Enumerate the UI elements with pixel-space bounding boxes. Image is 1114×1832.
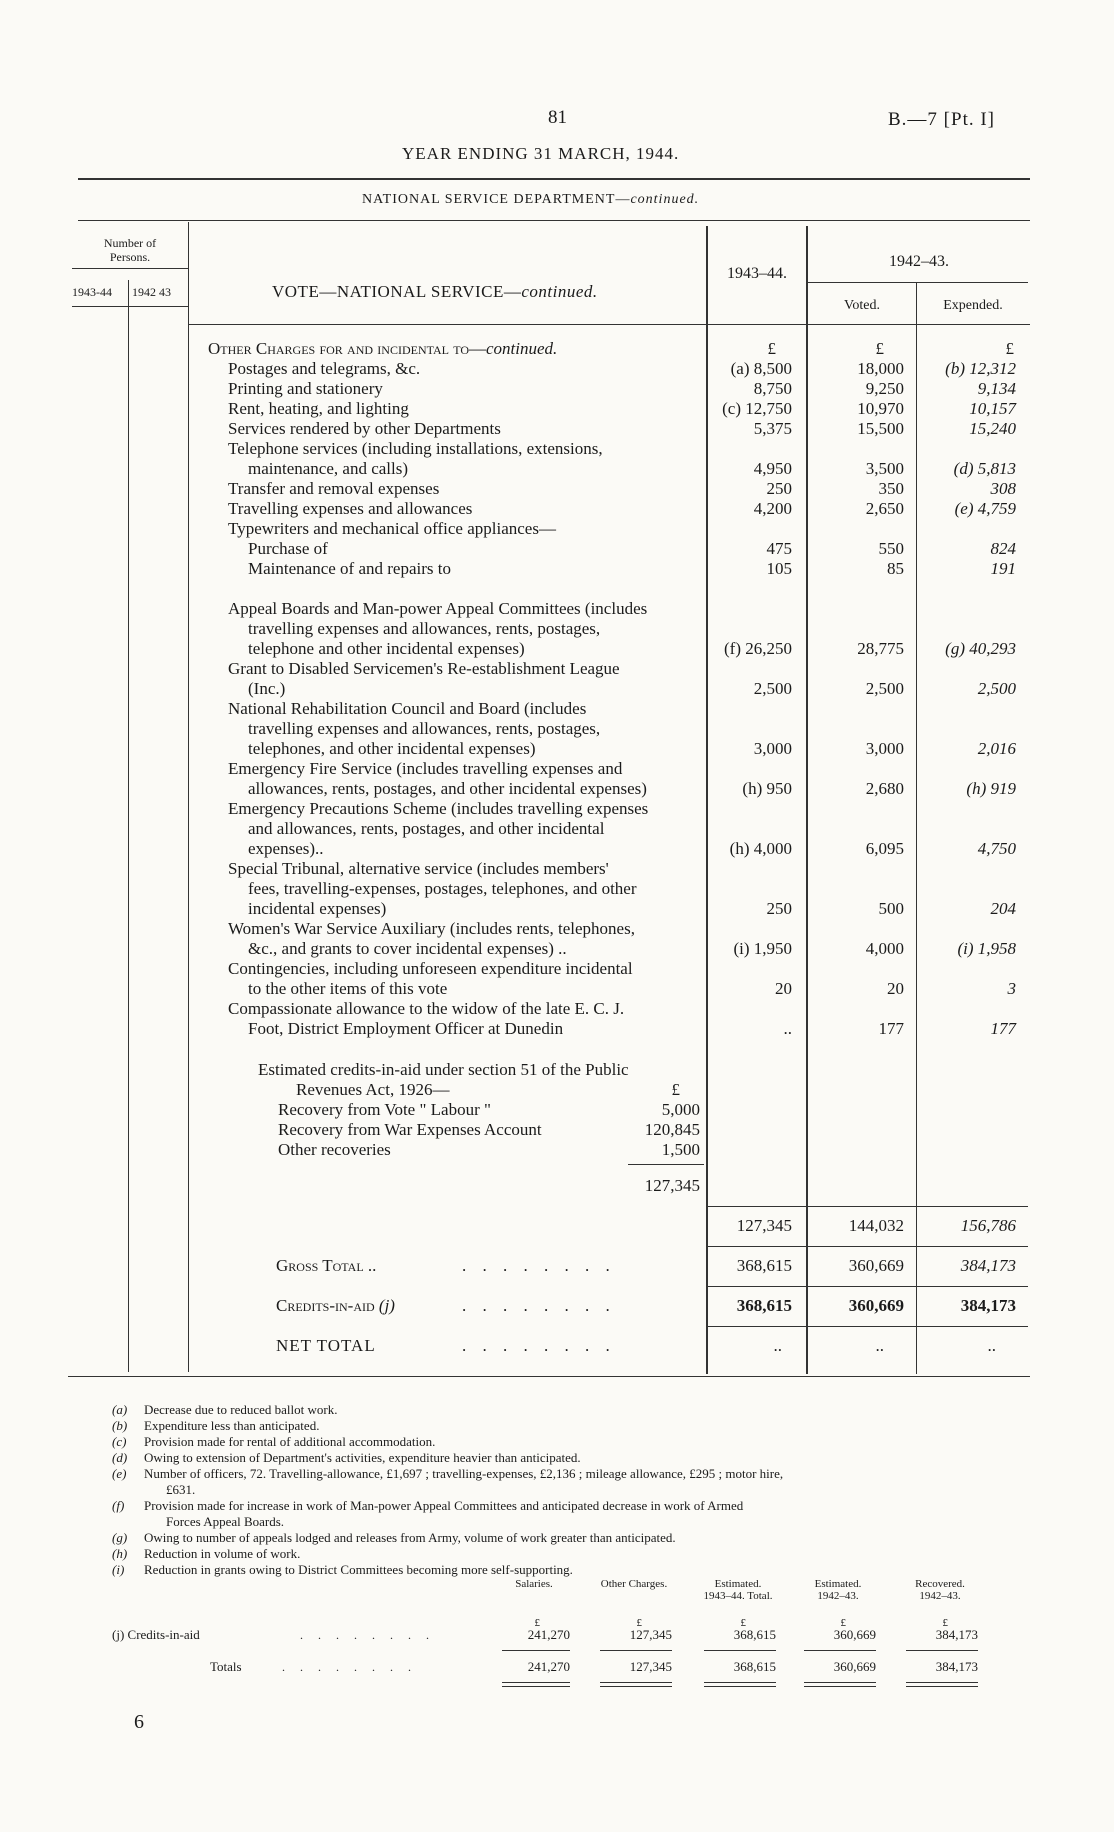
item-expended: (b) 12,312 [945,359,1016,378]
gross-total-est: 368,615 [736,1256,792,1275]
item-description: &c., and grants to cover incidental expenses) .. [248,939,567,958]
summary-value: 368,615 [733,1627,776,1642]
credits-in-aid-label: Credits-in-aid (j) [276,1296,395,1315]
item-expended: 15,240 [969,419,1016,438]
summary-row-credits-in-aid: (j) Credits-in-aid [112,1627,200,1642]
item-expended: 3 [1007,979,1016,998]
credit-item-amount: 5,000 [661,1100,700,1119]
other-charges-total-voted: 144,032 [848,1216,904,1235]
item-description: incidental expenses) [248,899,387,918]
summary-value: 384,173 [935,1627,978,1642]
footnote-text: Owing to number of appeals lodged and releases from Army, volume of work greater than anticipated. [144,1530,676,1545]
item-estimate: 3,000 [753,739,792,758]
item-description: Travelling expenses and allowances [228,499,473,518]
item-description: Rent, heating, and lighting [228,399,409,418]
summary-value: 241,270 [527,1659,570,1674]
item-expended: 308 [990,479,1016,498]
item-estimate: 250 [766,479,792,498]
item-description: Emergency Fire Service (includes travelling expenses and [228,759,623,778]
col-1942-43: 1942 43 [132,285,171,299]
credits-in-aid-exp: 384,173 [960,1296,1016,1315]
col-1943-44: 1943-44 [72,285,112,299]
footnote-text: Reduction in volume of work. [144,1546,301,1561]
item-expended: (g) 40,293 [945,639,1016,658]
currency-voted: £ [875,339,884,358]
footnote-key: (d) [112,1450,128,1465]
item-estimate: 8,750 [753,379,792,398]
summary-value: 360,669 [833,1627,876,1642]
item-estimate: (f) 26,250 [724,639,792,658]
item-expended: (e) 4,759 [954,499,1016,518]
item-description: Services rendered by other Departments [228,419,501,438]
footnote-text: Reduction in grants owing to District Committees becoming more self-supporting. [144,1562,573,1577]
item-estimate: .. [783,1019,792,1038]
item-voted: 550 [878,539,904,558]
item-voted: 20 [887,979,904,998]
item-description: Purchase of [248,539,328,558]
summary-leader-dots: . . . . . . . . [282,1660,417,1674]
item-expended: 9,134 [977,379,1016,398]
credit-item-amount: 1,500 [661,1140,700,1159]
item-estimate: 20 [775,979,792,998]
item-estimate: (h) 950 [742,779,792,798]
item-voted: 177 [878,1019,904,1038]
item-estimate: (a) 8,500 [730,359,792,378]
item-estimate: 475 [766,539,792,558]
credit-item-label: Recovery from War Expenses Account [278,1120,542,1139]
item-expended: (h) 919 [966,779,1016,798]
item-description: maintenance, and calls) [248,459,409,478]
item-voted: 15,500 [857,419,904,438]
summary-header: Estimated. 1942–43. [814,1578,862,1602]
footnote-key: (i) [112,1562,125,1577]
item-description: Women's War Service Auxiliary (includes rents, telephones, [228,919,635,938]
footnote-text: Owing to extension of Department's activities, expenditure heavier than anticipated. [144,1450,581,1465]
section-heading: Other Charges for and incidental to—continued. [208,339,558,358]
item-description: Postages and telegrams, &c. [228,359,421,378]
summary-value: 127,345 [629,1659,672,1674]
item-voted: 85 [887,559,904,578]
item-description: travelling expenses and allowances, rents, postages, [248,619,601,638]
item-voted: 500 [878,899,904,918]
gross-total-voted: 360,669 [848,1256,904,1275]
item-description: Maintenance of and repairs to [248,559,451,578]
footnote-text: Expenditure less than anticipated. [144,1418,320,1433]
net-total-voted: .. [875,1336,884,1355]
summary-row-totals: Totals [210,1659,242,1674]
expended-header: Expended. [943,298,1003,313]
item-expended: 177 [990,1019,1016,1038]
item-description: Grant to Disabled Servicemen's Re-establishment League [228,659,620,678]
summary-currency: £ [942,1617,948,1629]
credit-item-amount: 120,845 [644,1120,700,1139]
item-expended: 824 [990,539,1016,558]
item-voted: 4,000 [865,939,904,958]
item-voted: 2,650 [865,499,904,518]
item-expended: 10,157 [969,399,1016,418]
item-expended: 2,500 [977,679,1016,698]
item-voted: 28,775 [857,639,904,658]
net-total-est: .. [773,1336,782,1355]
page-number: 81 [548,107,567,128]
year-title: YEAR ENDING 31 MARCH, 1944. [402,144,680,163]
summary-currency: £ [840,1617,846,1629]
number-of-persons-header: Number of Persons. [103,236,157,264]
item-voted: 2,500 [865,679,904,698]
summary-value: 368,615 [733,1659,776,1674]
footnote-text: Forces Appeal Boards. [166,1514,285,1529]
credits-in-aid-voted: 360,669 [848,1296,904,1315]
credit-item-label: Recovery from Vote " Labour " [278,1100,491,1119]
item-estimate: 4,200 [753,499,792,518]
department-title: NATIONAL SERVICE DEPARTMENT—continued. [362,192,700,207]
footnote-text: Provision made for rental of additional accommodation. [144,1434,436,1449]
item-estimate: 250 [766,899,792,918]
item-description: (Inc.) [248,679,286,698]
report-reference: B.—7 [Pt. I] [888,109,995,130]
footnote-key: (a) [112,1402,128,1417]
summary-value: 127,345 [629,1627,672,1642]
footnote-text: Number of officers, 72. Travelling-allowance, £1,697 ; travelling-expenses, £2,136 ; mileage allowance, £295 ; motor hire, [144,1466,784,1481]
item-voted: 2,680 [865,779,904,798]
item-voted: 9,250 [865,379,904,398]
page-footer-number: 6 [134,1711,144,1733]
item-description: Special Tribunal, alternative service (includes members' [228,859,609,878]
footnote-key: (f) [112,1498,125,1513]
item-description: National Rehabilitation Council and Board (includes [228,699,587,718]
item-description: Foot, District Employment Officer at Dunedin [248,1019,564,1038]
footnote-key: (g) [112,1530,128,1545]
summary-value: 360,669 [833,1659,876,1674]
summary-leader-dots: . . . . . . . . [300,1628,435,1642]
item-description: Transfer and removal expenses [228,479,440,498]
item-voted: 10,970 [857,399,904,418]
item-expended: 4,750 [977,839,1016,858]
credits-title: Estimated credits-in-aid under section 51 of the Public [258,1060,629,1079]
item-description: Appeal Boards and Man-power Appeal Committees (includes [228,599,648,618]
item-expended: 204 [990,899,1016,918]
summary-header: Other Charges. [600,1578,668,1590]
item-voted: 6,095 [865,839,904,858]
item-description: Telephone services (including installations, extensions, [228,439,603,458]
year-1942-43-header: 1942–43. [889,253,949,270]
item-expended: (d) 5,813 [953,459,1016,478]
item-voted: 3,000 [865,739,904,758]
item-estimate: (i) 1,950 [733,939,792,958]
item-estimate: 5,375 [753,419,792,438]
gross-total-exp: 384,173 [960,1256,1016,1275]
item-estimate: 2,500 [753,679,792,698]
summary-currency: £ [534,1617,540,1629]
credits-currency: £ [671,1080,680,1099]
item-expended: (i) 1,958 [957,939,1016,958]
item-voted: 350 [878,479,904,498]
vote-title: VOTE—NATIONAL SERVICE—continued. [272,282,598,301]
credits-subtotal: 127,345 [644,1176,700,1195]
summary-value: 241,270 [527,1627,570,1642]
other-charges-total-est: 127,345 [736,1216,792,1235]
item-estimate: (h) 4,000 [729,839,792,858]
item-description: and allowances, rents, postages, and other incidental [248,819,605,838]
item-description: Emergency Precautions Scheme (includes travelling expenses [228,799,649,818]
footnote-text: Decrease due to reduced ballot work. [144,1402,338,1417]
item-description: allowances, rents, postages, and other incidental expenses) [248,779,647,798]
net-total-exp: .. [987,1336,996,1355]
currency-exp: £ [1005,339,1014,358]
currency-est: £ [767,339,776,358]
voted-header: Voted. [844,298,880,313]
summary-currency: £ [636,1617,642,1629]
footnote-text: Provision made for increase in work of Man-power Appeal Committees and anticipated decrease in work of Armed [144,1498,744,1513]
summary-value: 384,173 [935,1659,978,1674]
net-total-label: NET TOTAL [276,1336,376,1355]
item-estimate: 4,950 [753,459,792,478]
item-description: fees, travelling-expenses, postages, telephones, and other [248,879,637,898]
item-expended: 191 [990,559,1016,578]
footnote-key: (c) [112,1434,127,1449]
item-description: to the other items of this vote [248,979,448,998]
item-description: Typewriters and mechanical office appliances— [228,519,556,538]
item-description: expenses).. [248,839,324,858]
item-description: Compassionate allowance to the widow of the late E. C. J. [228,999,625,1018]
summary-header: Salaries. [515,1578,553,1590]
credits-title-2: Revenues Act, 1926— [296,1080,450,1099]
gross-total-label: Gross Total .. [276,1256,377,1275]
item-voted: 18,000 [857,359,904,378]
estimate-1943-44-header: 1943–44. [727,265,787,282]
footnote-key: (b) [112,1418,128,1433]
item-estimate: (c) 12,750 [722,399,792,418]
item-description: telephones, and other incidental expenses) [248,739,536,758]
footnote-key: (h) [112,1546,128,1561]
summary-header: Estimated. 1943–44. Total. [703,1578,773,1602]
summary-currency: £ [740,1617,746,1629]
item-description: Printing and stationery [228,379,383,398]
credit-item-label: Other recoveries [278,1140,391,1159]
summary-header: Recovered. 1942–43. [915,1578,965,1602]
item-description: travelling expenses and allowances, rents, postages, [248,719,601,738]
item-expended: 2,016 [977,739,1016,758]
other-charges-total-exp: 156,786 [960,1216,1016,1235]
item-description: Contingencies, including unforeseen expenditure incidental [228,959,633,978]
item-estimate: 105 [766,559,792,578]
footnote-key: (e) [112,1466,127,1481]
item-description: telephone and other incidental expenses) [248,639,525,658]
credits-in-aid-est: 368,615 [736,1296,792,1315]
item-voted: 3,500 [865,459,904,478]
footnote-text: £631. [166,1482,196,1497]
